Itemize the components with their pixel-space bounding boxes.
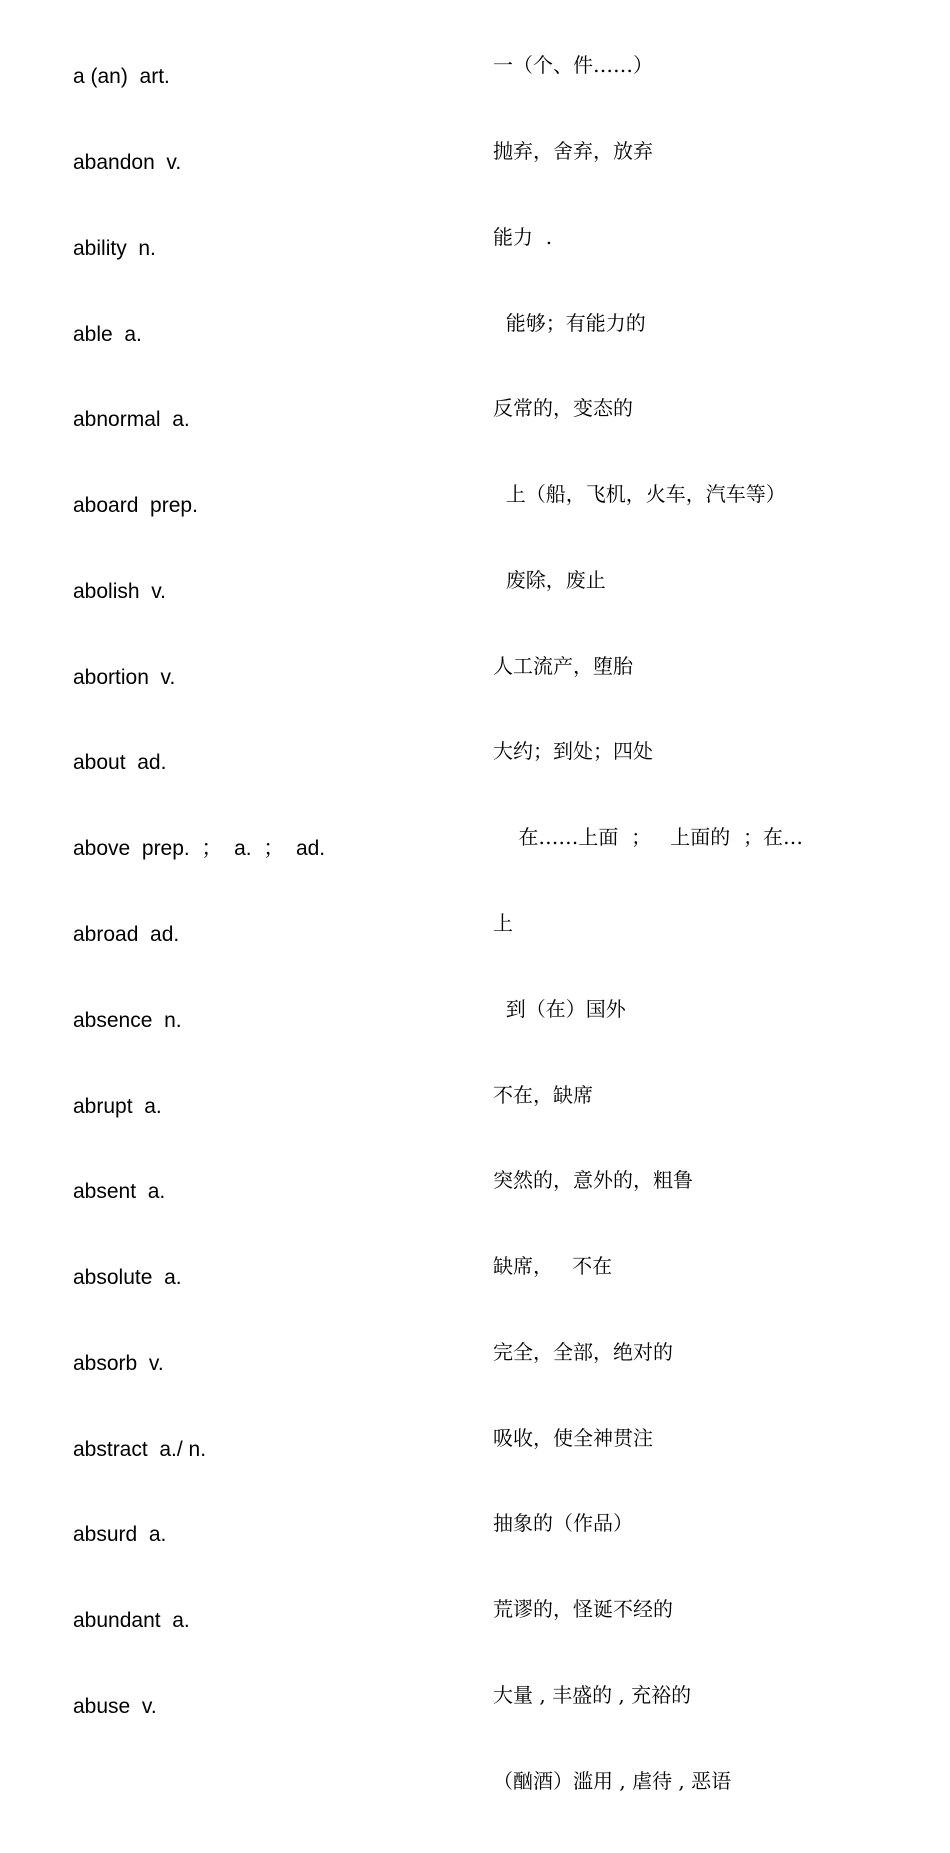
meaning-column [493, 0, 853, 1853]
meaning-line: 大约；到处；四处 [493, 739, 653, 764]
meaning-line: （酗酒）滥用 , 虐待 , 恶语 [493, 1768, 732, 1793]
headword-abuse: abuse v. [73, 1695, 157, 1719]
headword-abnormal: abnormal a. [73, 408, 190, 432]
headword-abandon: abandon v. [73, 150, 182, 174]
meaning-line: 不在，缺席 [493, 1082, 593, 1107]
headword-absorb: absorb v. [73, 1351, 164, 1375]
headword-about: about ad. [73, 751, 167, 775]
headword-abortion: abortion v. [73, 665, 176, 689]
meaning-line: 上（船，飞机，火车，汽车等） [493, 482, 786, 507]
headword-a: a (an) art. [73, 65, 170, 89]
meaning-line: 在……上面 ； 上面的 ；在… [493, 825, 803, 850]
headword-absent: absent a. [73, 1180, 166, 1204]
meaning-line: 上 [493, 911, 513, 935]
headword-absence: absence n. [73, 1008, 182, 1032]
headword-abstract: abstract a./ n. [73, 1437, 207, 1461]
meaning-line: 抽象的（作品） [493, 1511, 633, 1536]
meaning-line: 人工流产，堕胎 [493, 653, 633, 678]
headword-above: above prep. ； a. ； ad. [73, 837, 326, 861]
headword-abundant: abundant a. [73, 1609, 190, 1633]
meaning-line: 能力 . [493, 224, 553, 249]
meaning-line: 大量 , 丰盛的 , 充裕的 [493, 1683, 692, 1708]
meaning-line: 吸收，使全神贯注 [493, 1425, 653, 1450]
headword-abroad: abroad ad. [73, 923, 180, 946]
headword-absurd: absurd a. [73, 1523, 167, 1547]
meaning-line: 抛弃，舍弃，放弃 [493, 138, 653, 163]
headword-column [73, 6, 463, 1779]
headword-abolish: abolish v. [73, 579, 166, 603]
headword-aboard: aboard prep. [73, 494, 198, 518]
meaning-line: 反常的，变态的 [493, 396, 633, 421]
meaning-line: 荒谬的，怪诞不经的 [493, 1597, 673, 1622]
meaning-line: 废除，废止 [493, 567, 606, 592]
headword-absolute: absolute a. [73, 1266, 182, 1290]
meaning-line: 到（在）国外 [493, 996, 626, 1021]
meaning-line: 完全，全部，绝对的 [493, 1339, 673, 1364]
headword-able: able a. [73, 322, 142, 346]
headword-abrupt: abrupt a. [73, 1094, 162, 1118]
meaning-line: 一（个、件……） [493, 53, 653, 78]
meaning-line: 能够；有能力的 [493, 310, 646, 335]
headword-ability: ability n. [73, 236, 156, 260]
meaning-line: 突然的，意外的，粗鲁 [493, 1168, 693, 1193]
meaning-line: 缺席， 不在 [493, 1254, 613, 1279]
